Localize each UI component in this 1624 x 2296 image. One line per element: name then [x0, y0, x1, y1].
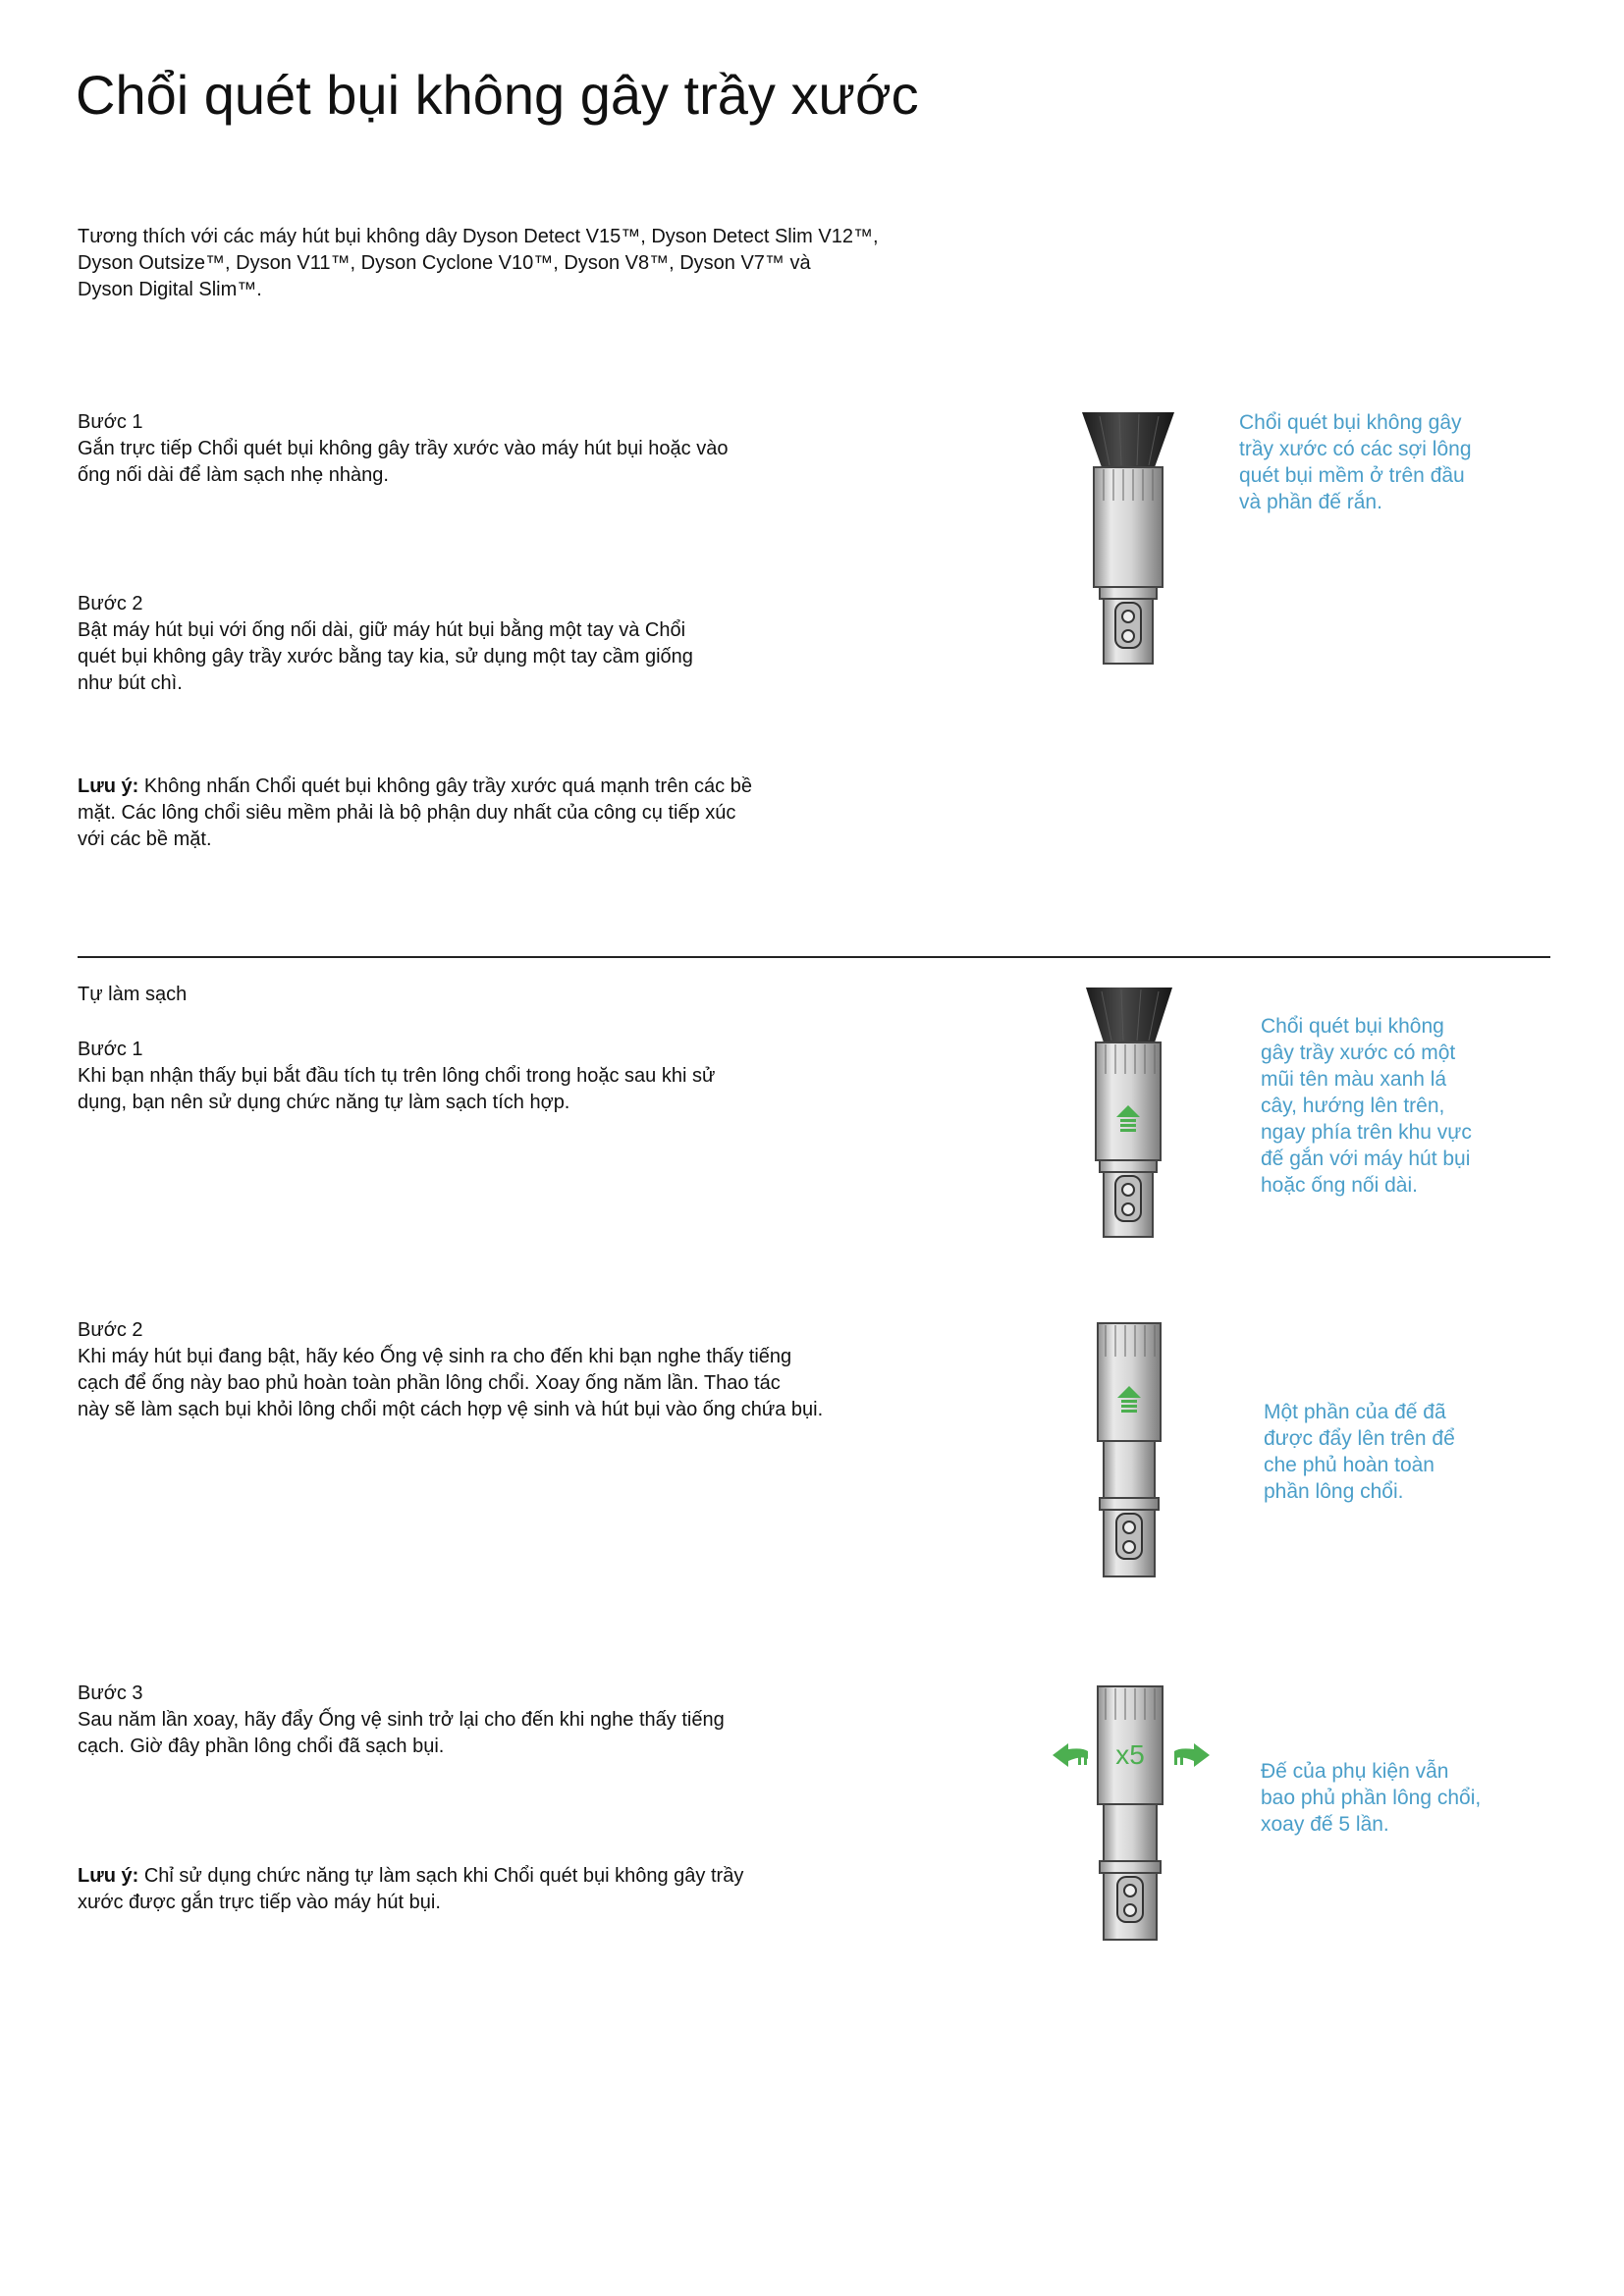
- page-title: Chổi quét bụi không gây trầy xước: [76, 64, 919, 126]
- compatibility-text: [78, 224, 961, 303]
- note-text: mặt. Các lông chổi siêu mềm phải là bộ phận duy nhất của công cụ tiếp xúc: [78, 802, 736, 824]
- step-text: quét bụi không gây trầy xước bằng tay kia, sử dụng một tay cầm giống: [78, 646, 693, 667]
- caption-line: che phủ hoàn toàn: [1264, 1454, 1435, 1476]
- caption-line: và phần đế rắn.: [1239, 491, 1382, 513]
- caption-line: đế gắn với máy hút bụi: [1261, 1148, 1471, 1170]
- step-text: Khi máy hút bụi đang bật, hãy kéo Ống vệ sinh ra cho đến khi bạn nghe thấy tiếng: [78, 1346, 792, 1367]
- caption-line: Chổi quét bụi không gây: [1239, 411, 1462, 434]
- rotation-count-label: x5: [1115, 1739, 1145, 1770]
- step-text: dụng, bạn nên sử dụng chức năng tự làm sạch tích hợp.: [78, 1092, 570, 1113]
- caption-line: cây, hướng lên trên,: [1261, 1095, 1445, 1117]
- usage-step-2: [78, 591, 824, 697]
- bristle-head: [1086, 988, 1172, 1042]
- step-heading: Bước 1: [78, 1039, 143, 1060]
- note-label: Lưu ý:: [78, 1865, 139, 1887]
- rotate-caption: [1261, 1758, 1481, 1838]
- step-heading: Bước 2: [78, 593, 143, 614]
- compatibility-line: Dyson Digital Slim™.: [78, 279, 262, 300]
- note-line: [78, 1863, 843, 1890]
- cleaning-section-title: Tự làm sạch: [78, 984, 188, 1005]
- caption-line: ngay phía trên khu vực: [1261, 1121, 1472, 1144]
- step-text: Bật máy hút bụi với ống nối dài, giữ máy hút bụi bằng một tay và Chổi: [78, 619, 686, 641]
- step-text: ống nối dài để làm sạch nhẹ nhàng.: [78, 464, 389, 486]
- compatibility-line: Tương thích với các máy hút bụi không dây Dyson Detect V15™, Dyson Detect Slim V12™,: [78, 226, 879, 247]
- caption-line: quét bụi mềm ở trên đầu: [1239, 464, 1465, 487]
- step-text: Gắn trực tiếp Chổi quét bụi không gây trầy xước vào máy hút bụi hoặc vào: [78, 438, 729, 459]
- covered-brush-illustration: [1090, 1321, 1168, 1580]
- rotate-brush-illustration: [1049, 1684, 1216, 1944]
- caption-line: hoặc ống nối dài.: [1261, 1174, 1418, 1197]
- note-text: với các bề mặt.: [78, 828, 212, 850]
- bristle-head: [1082, 412, 1174, 467]
- caption-line: xoay đế 5 lần.: [1261, 1813, 1389, 1836]
- step-heading: Bước 2: [78, 1319, 143, 1341]
- compatibility-line: Dyson Outsize™, Dyson V11™, Dyson Cyclone V10™, Dyson V8™, Dyson V7™ và: [78, 252, 811, 274]
- caption-line: mũi tên màu xanh lá: [1261, 1068, 1447, 1091]
- cleaning-step-2: [78, 1317, 883, 1423]
- caption-line: trầy xước có các sợi lông: [1239, 438, 1472, 460]
- usage-note: [78, 774, 843, 853]
- step-text: Khi bạn nhận thấy bụi bắt đầu tích tụ trên lông chổi trong hoặc sau khi sử: [78, 1065, 716, 1087]
- note-text: Không nhấn Chổi quét bụi không gây trầy xước quá mạnh trên các bề: [138, 775, 752, 797]
- step-text: cạch. Giờ đây phần lông chổi đã sạch bụi.: [78, 1735, 445, 1757]
- cleaning-step-1: [78, 1037, 843, 1116]
- caption-line: được đẩy lên trên để: [1264, 1427, 1455, 1450]
- dusting-brush-illustration: [1080, 410, 1178, 675]
- caption-line: bao phủ phần lông chổi,: [1261, 1787, 1482, 1809]
- step-text: như bút chì.: [78, 672, 183, 694]
- cleaning-step-3: [78, 1681, 843, 1760]
- brush-caption: [1239, 409, 1472, 515]
- caption-line: Đế của phụ kiện vẫn: [1261, 1760, 1449, 1783]
- section-divider: [78, 956, 1550, 958]
- brush-with-arrow-illustration: [1080, 986, 1178, 1243]
- cleaning-note: [78, 1863, 843, 1916]
- step-text: cạch để ống này bao phủ hoàn toàn phần lông chổi. Xoay ống năm lần. Thao tác: [78, 1372, 781, 1394]
- caption-line: Chổi quét bụi không: [1261, 1015, 1444, 1038]
- step-text: Sau năm lần xoay, hãy đẩy Ống vệ sinh trở lại cho đến khi nghe thấy tiếng: [78, 1709, 725, 1731]
- cover-caption: [1264, 1399, 1455, 1505]
- step-heading: Bước 1: [78, 411, 143, 433]
- note-text: xước được gắn trực tiếp vào máy hút bụi.: [78, 1892, 441, 1913]
- step-text: này sẽ làm sạch bụi khỏi lông chổi một cách hợp vệ sinh và hút bụi vào ống chứa bụi.: [78, 1399, 824, 1420]
- arrow-caption: [1261, 1013, 1472, 1199]
- caption-line: gây trầy xước có một: [1261, 1041, 1456, 1064]
- usage-step-1: [78, 409, 824, 489]
- note-label: Lưu ý:: [78, 775, 139, 797]
- note-line: [78, 774, 843, 800]
- caption-line: phần lông chổi.: [1264, 1480, 1404, 1503]
- caption-line: Một phần của đế đã: [1264, 1401, 1446, 1423]
- step-heading: Bước 3: [78, 1682, 143, 1704]
- note-text: Chỉ sử dụng chức năng tự làm sạch khi Chổi quét bụi không gây trầy: [138, 1865, 744, 1887]
